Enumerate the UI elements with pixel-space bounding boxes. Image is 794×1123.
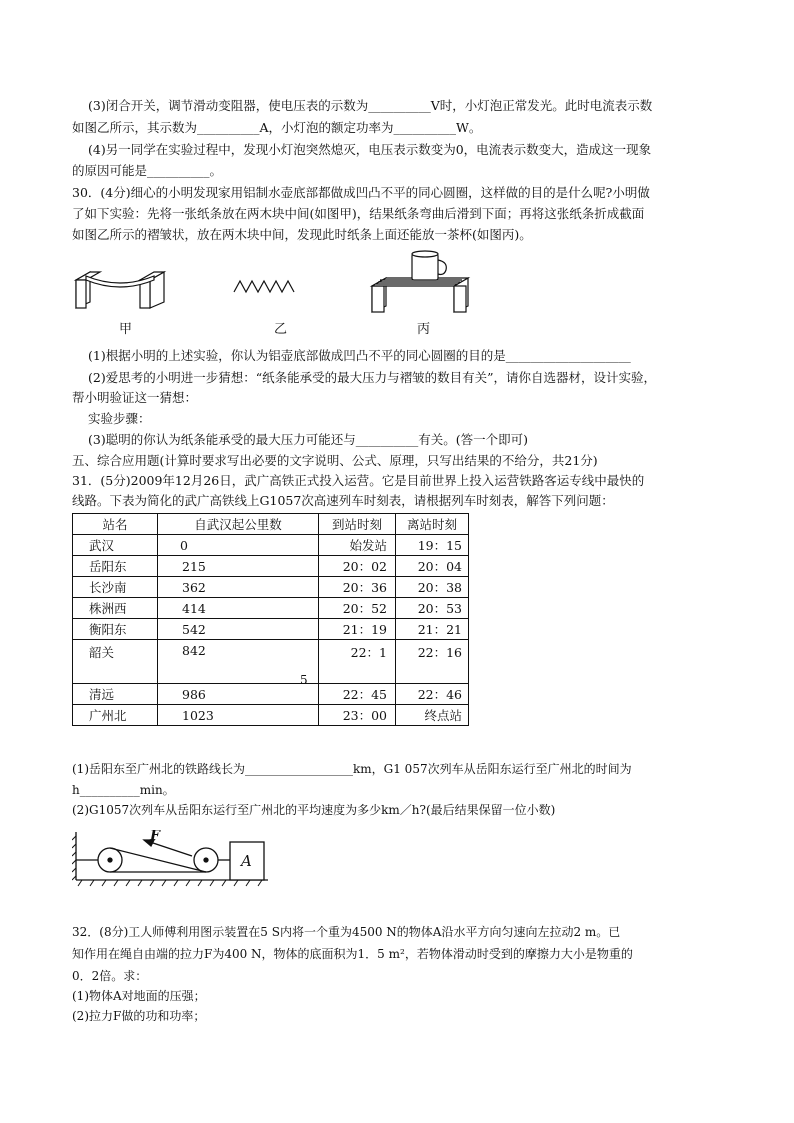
- distance: 542: [158, 619, 319, 640]
- block-label: A: [241, 852, 252, 870]
- arrival-time: 23：00: [319, 705, 396, 726]
- question-32-sub1: (1)物体A对地面的压强；: [72, 989, 206, 1003]
- arrival-time: 20：02: [319, 556, 396, 577]
- header-distance: 自武汉起公里数: [158, 514, 319, 535]
- departure-time: 22：16: [396, 640, 469, 684]
- distance: 362: [158, 577, 319, 598]
- question-31-sub1-cont: h__________min。: [72, 783, 175, 797]
- station-name: 武汉: [73, 535, 158, 556]
- arrival-time: 21：19: [319, 619, 396, 640]
- question-32-line2: 知作用在绳自由端的拉力F为400 N，物体的底面积为1．5 m²，若物体滑动时受到的摩擦力大小是物重的: [72, 947, 633, 961]
- caption-bing: 丙: [417, 322, 431, 337]
- departure-time: 20：53: [396, 598, 469, 619]
- figure-jia-paper-bridge: [72, 262, 168, 312]
- arrival-time: 始发站: [319, 535, 396, 556]
- caption-yi: 乙: [274, 322, 288, 337]
- departure-time: 终点站: [396, 705, 469, 726]
- station-name: 清远: [73, 684, 158, 705]
- departure-time: 20：38: [396, 577, 469, 598]
- question-31-line2: 线路。下表为简化的武广高铁线上G1057次高速列车时刻表，请根据列车时刻表，解答下列问题：: [72, 493, 614, 508]
- question-32-line1: 32．(8分)工人师傅利用图示装置在5 S内将一个重为4500 N的物体A沿水平方向匀速向左拉动2 m。已: [72, 925, 621, 939]
- table-header-row: [73, 514, 469, 535]
- question-30-line3: 如图乙所示的褶皱状，放在两木块中间，发现此时纸条上面还能放一茶杯(如图丙)。: [72, 227, 532, 242]
- figure-yi-folded-paper: [232, 278, 296, 294]
- table-row: [73, 535, 469, 556]
- table-row: [73, 705, 469, 726]
- figure-bing-cup-on-folded-paper: [368, 246, 472, 314]
- table-row: [73, 640, 469, 684]
- distance: 215: [158, 556, 319, 577]
- question-30-sub2-cont: 帮小明验证这一猜想：: [72, 390, 198, 405]
- station-name: 株洲西: [73, 598, 158, 619]
- station-name: 广州北: [73, 705, 158, 726]
- question-29-part3: (3)闭合开关，调节滑动变阻器，使电压表的示数为__________V时，小灯泡正常发光。此时电流表示数: [88, 98, 653, 113]
- caption-jia: 甲: [119, 322, 133, 337]
- section-5-title: 五、综合应用题(计算时要求写出必要的文字说明、公式、原理，只写出结果的不给分，共21分): [72, 453, 598, 468]
- table-row: [73, 598, 469, 619]
- table-row: [73, 577, 469, 598]
- question-30-sub3: (3)聪明的你认为纸条能承受的最大压力可能还与__________有关。(答一个即可): [88, 432, 528, 447]
- question-29-part4: (4)另一同学在实验过程中，发现小灯泡突然熄灭，电压表示数变为0，电流表示数变大，造成这一现象: [88, 142, 652, 157]
- question-31-line1: 31．(5分)2009年12月26日，武广高铁正式投入运营。它是目前世界上投入运营铁路客运专线中最快的: [72, 473, 645, 488]
- force-label: F: [150, 830, 160, 844]
- question-31-sub1: (1)岳阳东至广州北的铁路线长为__________________km，G1 057次列车从岳阳东运行至广州北的时间为: [72, 762, 632, 776]
- departure-time: 22：46: [396, 684, 469, 705]
- question-30-line1: 30．(4分)细心的小明发现家用铝制水壶底部都做成凹凸不平的同心圆圈，这样做的目的是什么呢?小明做: [72, 185, 650, 200]
- distance: 842: [158, 640, 319, 684]
- train-timetable: [72, 513, 469, 726]
- figure-pulley-system: [72, 830, 272, 890]
- table-row: [73, 556, 469, 577]
- question-29-part3-cont: 如图乙所示，其示数为__________A，小灯泡的额定功率为__________W。: [72, 120, 482, 135]
- table-row: [73, 619, 469, 640]
- question-29-part4-cont: 的原因可能是__________。: [72, 163, 223, 178]
- station-name: 韶关: [73, 640, 158, 684]
- question-32-sub2: (2)拉力F做的功和功率；: [72, 1009, 206, 1023]
- experiment-steps-label: 实验步骤：: [88, 411, 151, 426]
- station-name: 岳阳东: [73, 556, 158, 577]
- table-row: [73, 684, 469, 705]
- stray-digit: 5: [300, 673, 308, 687]
- question-30-line2: 了如下实验：先将一张纸条放在两木块中间(如图甲)，结果纸条弯曲后滑到下面；再将这张纸条折成截面: [72, 206, 645, 221]
- distance: 414: [158, 598, 319, 619]
- station-name: 衡阳东: [73, 619, 158, 640]
- header-station: 站名: [73, 514, 158, 535]
- question-31-sub2: (2)G1057次列车从岳阳东运行至广州北的平均速度为多少km／h?(最后结果保留一位小数): [72, 803, 556, 817]
- question-30-sub1: (1)根据小明的上述实验，你认为铝壶底部做成凹凸不平的同心圆圈的目的是____________________: [88, 348, 631, 363]
- distance: 986: [158, 684, 319, 705]
- header-arrival: 到站时刻: [319, 514, 396, 535]
- arrival-time: 20：52: [319, 598, 396, 619]
- question-30-sub2: (2)爱思考的小明进一步猜想：“纸条能承受的最大压力与褶皱的数目有关”，请你自选器材，设计实验，: [88, 370, 656, 385]
- arrival-time: 20：36: [319, 577, 396, 598]
- arrival-time: 22：45: [319, 684, 396, 705]
- arrival-time: 22：1: [319, 640, 396, 684]
- header-departure: 离站时刻: [396, 514, 469, 535]
- departure-time: 19：15: [396, 535, 469, 556]
- question-32-line3: 0．2倍。求：: [72, 969, 148, 983]
- distance: 0: [158, 535, 319, 556]
- station-name: 长沙南: [73, 577, 158, 598]
- departure-time: 20：04: [396, 556, 469, 577]
- distance: 1023: [158, 705, 319, 726]
- departure-time: 21：21: [396, 619, 469, 640]
